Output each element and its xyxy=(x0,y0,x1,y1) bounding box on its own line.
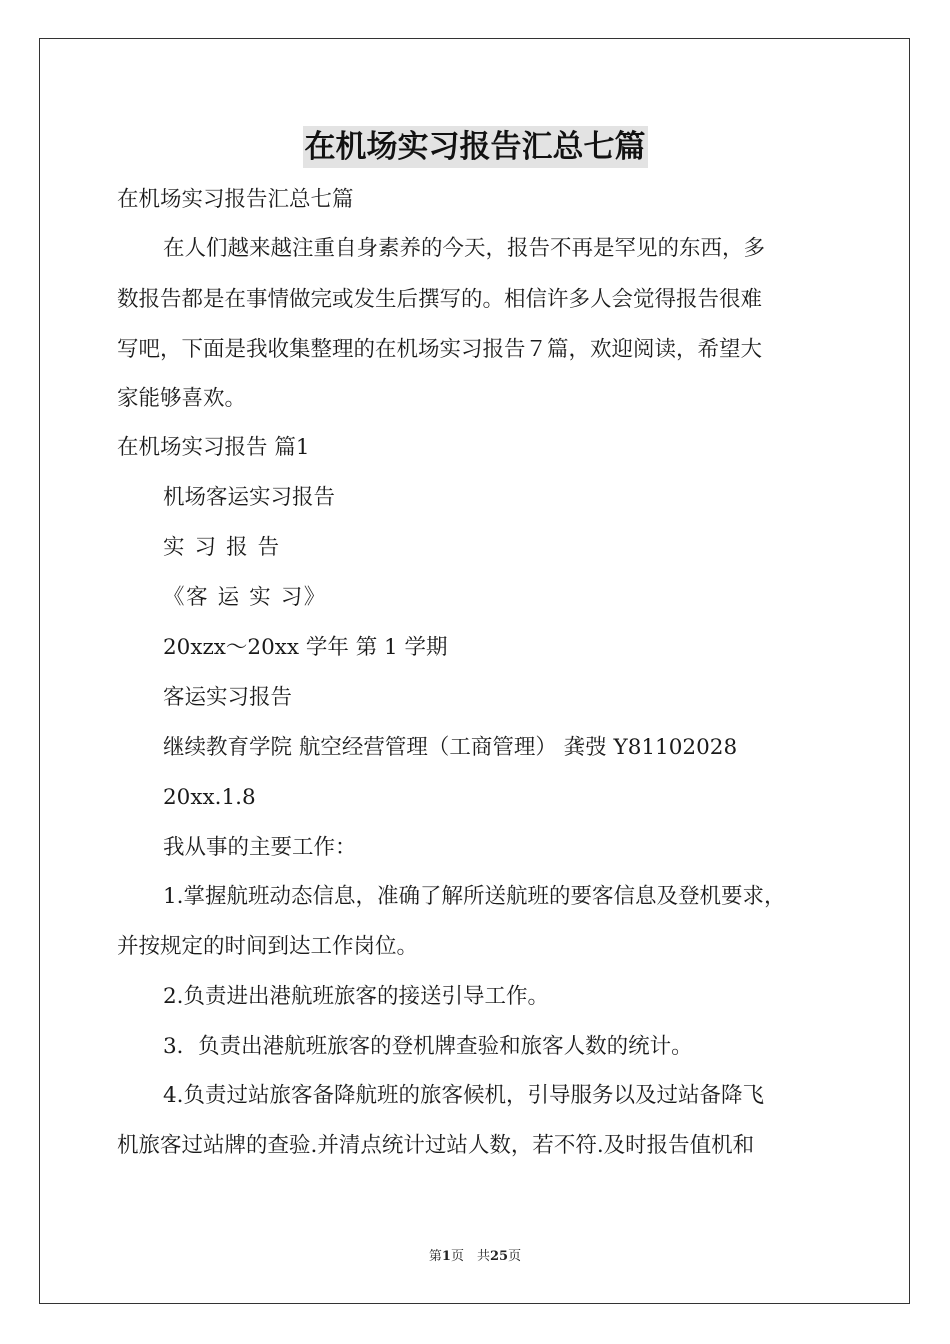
body-line: 20xx.1.8 xyxy=(163,785,256,810)
body-line: 机旅客过站牌的查验.并清点统计过站人数，若不符.及时报告值机和 xyxy=(117,1133,755,1158)
footer-prefix: 第 xyxy=(428,1249,442,1264)
body-line: 写吧，下面是我收集整理的在机场实习报告７篇，欢迎阅读，希望大 xyxy=(117,337,763,362)
body-line: 20xzx～20xx 学年 第 1 学期 xyxy=(163,635,448,660)
body-line: 我从事的主要工作： xyxy=(163,835,357,860)
body-line: 3．负责出港航班旅客的登机牌查验和旅客人数的统计。 xyxy=(163,1034,693,1059)
document-title: 在机场实习报告汇总七篇 xyxy=(303,126,648,168)
footer-total-pages: 25 xyxy=(489,1249,509,1264)
body-line: 实 习 报 告 xyxy=(163,535,281,560)
body-line: 并按规定的时间到达工作岗位。 xyxy=(117,934,419,959)
title-container xyxy=(0,126,950,168)
body-line: 机场客运实习报告 xyxy=(163,485,336,510)
footer-mid: 页 共 xyxy=(450,1249,490,1264)
body-line: 《客 运 实 习》 xyxy=(163,585,327,610)
subtitle-line: 在机场实习报告汇总七篇 xyxy=(117,187,354,212)
body-line: 家能够喜欢。 xyxy=(117,386,247,411)
body-line: 2.负责进出港航班旅客的接送引导工作。 xyxy=(163,984,550,1009)
page-border xyxy=(39,38,910,1304)
body-line: 在人们越来越注重自身素养的今天，报告不再是罕见的东西，多 xyxy=(163,236,766,261)
page-footer xyxy=(0,1248,950,1266)
footer-suffix: 页 xyxy=(508,1249,522,1264)
section-heading: 在机场实习报告 篇1 xyxy=(117,435,310,460)
body-line: 数报告都是在事情做完或发生后撰写的。相信许多人会觉得报告很难 xyxy=(117,287,763,312)
body-line: 4.负责过站旅客备降航班的旅客候机，引导服务以及过站备降飞 xyxy=(163,1083,765,1108)
body-line: 客运实习报告 xyxy=(163,685,293,710)
body-line: 1.掌握航班动态信息，准确了解所送航班的要客信息及登机要求， xyxy=(163,884,786,909)
footer-current-page: 1 xyxy=(441,1249,451,1264)
body-line: 继续教育学院 航空经营管理（工商管理） 龚弢 Y81102028 xyxy=(163,735,738,760)
